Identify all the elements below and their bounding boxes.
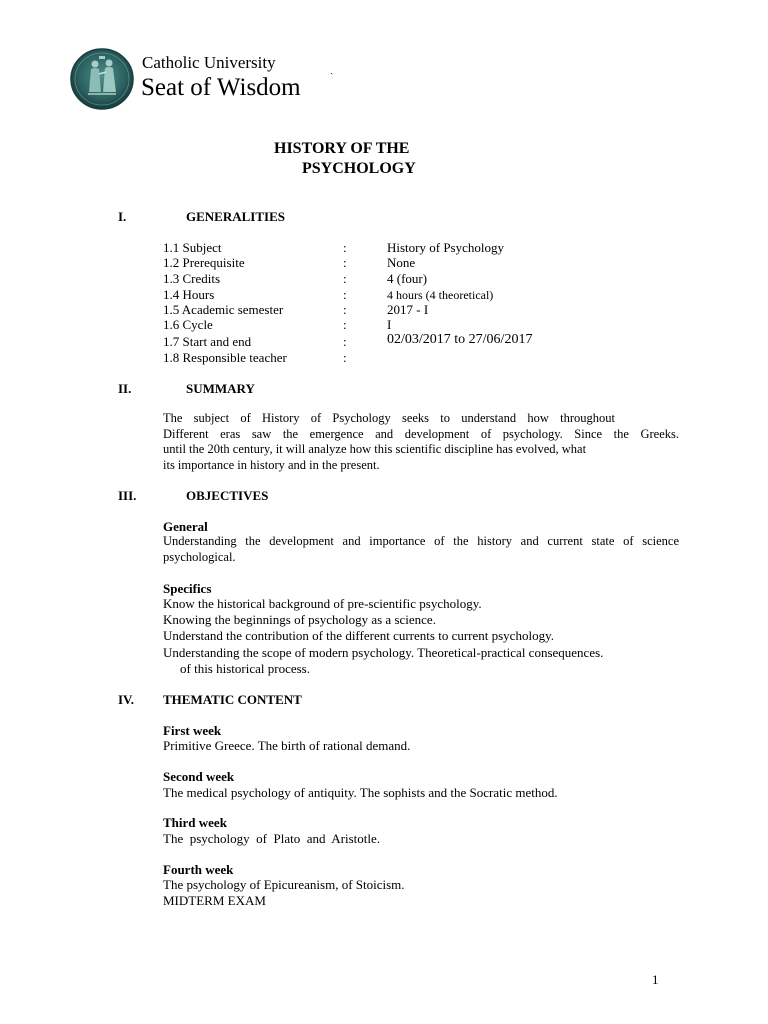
week-content: The psychology of Plato and Aristotle. bbox=[163, 831, 381, 846]
specific-objective-item: Understanding the scope of modern psychology. Theoretical-practical consequences. bbox=[163, 645, 604, 660]
field-label: 1.1 Subject bbox=[163, 240, 222, 255]
week-heading: First week bbox=[163, 723, 222, 738]
summary-paragraph bbox=[163, 411, 679, 473]
week-content: Primitive Greece. The birth of rational demand. bbox=[163, 738, 411, 753]
field-colon: : bbox=[343, 240, 347, 255]
week-content: MIDTERM EXAM bbox=[163, 893, 266, 908]
field-colon: : bbox=[343, 287, 347, 302]
objectives-general-text bbox=[163, 534, 679, 565]
specific-objective-item: Know the historical background of pre-scientific psychology. bbox=[163, 596, 482, 611]
week-content: The psychology of Epicureanism, of Stoicism. bbox=[163, 877, 405, 892]
summary-line: Different eras saw the emergence and development of psychology. Since the Greeks. bbox=[163, 426, 679, 441]
logo-mark: ˏ bbox=[330, 64, 334, 75]
field-value: I bbox=[387, 317, 392, 332]
general-line: psychological. bbox=[163, 549, 236, 564]
field-colon: : bbox=[343, 271, 347, 286]
week-content: The medical psychology of antiquity. The sophists and the Socratic method. bbox=[163, 785, 558, 800]
field-label: 1.5 Academic semester bbox=[163, 302, 284, 317]
document-title-line1: HISTORY OF THE bbox=[274, 140, 410, 157]
field-value: None bbox=[387, 255, 416, 270]
university-seal-logo bbox=[70, 48, 134, 110]
document-title-line2: PSYCHOLOGY bbox=[302, 160, 416, 177]
field-colon: : bbox=[343, 317, 347, 332]
field-value: 4 (four) bbox=[387, 271, 428, 286]
section-heading-objectives: OBJECTIVES bbox=[186, 488, 269, 503]
summary-line: until the 20th century, it will analyze how this scientific discipline has evolved, what bbox=[163, 442, 587, 457]
section-number: II. bbox=[118, 381, 132, 396]
field-colon: : bbox=[343, 255, 347, 270]
specific-objective-continuation: of this historical process. bbox=[180, 661, 310, 676]
section-heading-generalities: GENERALITIES bbox=[186, 209, 285, 224]
specific-objective-item: Understand the contribution of the different currents to current psychology. bbox=[163, 628, 554, 643]
logo-university-line: Catholic University bbox=[142, 53, 276, 72]
summary-line: The subject of History of Psychology seeks to understand how throughout bbox=[163, 411, 615, 425]
general-line: Understanding the development and importance of the history and current state of science bbox=[163, 534, 679, 548]
field-value: 2017 - I bbox=[387, 302, 429, 317]
objectives-general-heading: General bbox=[163, 519, 208, 534]
field-value: 4 hours (4 theoretical) bbox=[387, 288, 494, 302]
field-label: 1.4 Hours bbox=[163, 287, 215, 302]
field-colon: : bbox=[343, 350, 347, 365]
logo-university-name: Seat of Wisdom bbox=[141, 74, 301, 101]
field-label: 1.2 Prerequisite bbox=[163, 255, 245, 270]
specific-objective-item: Knowing the beginnings of psychology as a science. bbox=[163, 612, 436, 627]
week-heading: Second week bbox=[163, 769, 235, 784]
section-number: IV. bbox=[118, 692, 135, 707]
section-heading-summary: SUMMARY bbox=[186, 381, 255, 396]
week-heading: Fourth week bbox=[163, 862, 234, 877]
section-number: I. bbox=[118, 209, 127, 224]
objectives-specifics-heading: Specifics bbox=[163, 581, 212, 596]
section-heading-thematic-content: THEMATIC CONTENT bbox=[163, 692, 302, 707]
week-heading: Third week bbox=[163, 815, 227, 830]
summary-line: its importance in history and in the present. bbox=[163, 457, 380, 472]
field-label: 1.6 Cycle bbox=[163, 317, 213, 332]
field-label: 1.8 Responsible teacher bbox=[163, 350, 287, 365]
field-colon: : bbox=[343, 334, 347, 349]
page-number: 1 bbox=[652, 972, 659, 987]
section-number: III. bbox=[118, 488, 137, 503]
field-value: History of Psychology bbox=[387, 240, 504, 255]
field-value: 02/03/2017 to 27/06/2017 bbox=[387, 332, 533, 347]
field-colon: : bbox=[343, 302, 347, 317]
field-label: 1.7 Start and end bbox=[163, 334, 252, 349]
field-label: 1.3 Credits bbox=[163, 271, 221, 286]
